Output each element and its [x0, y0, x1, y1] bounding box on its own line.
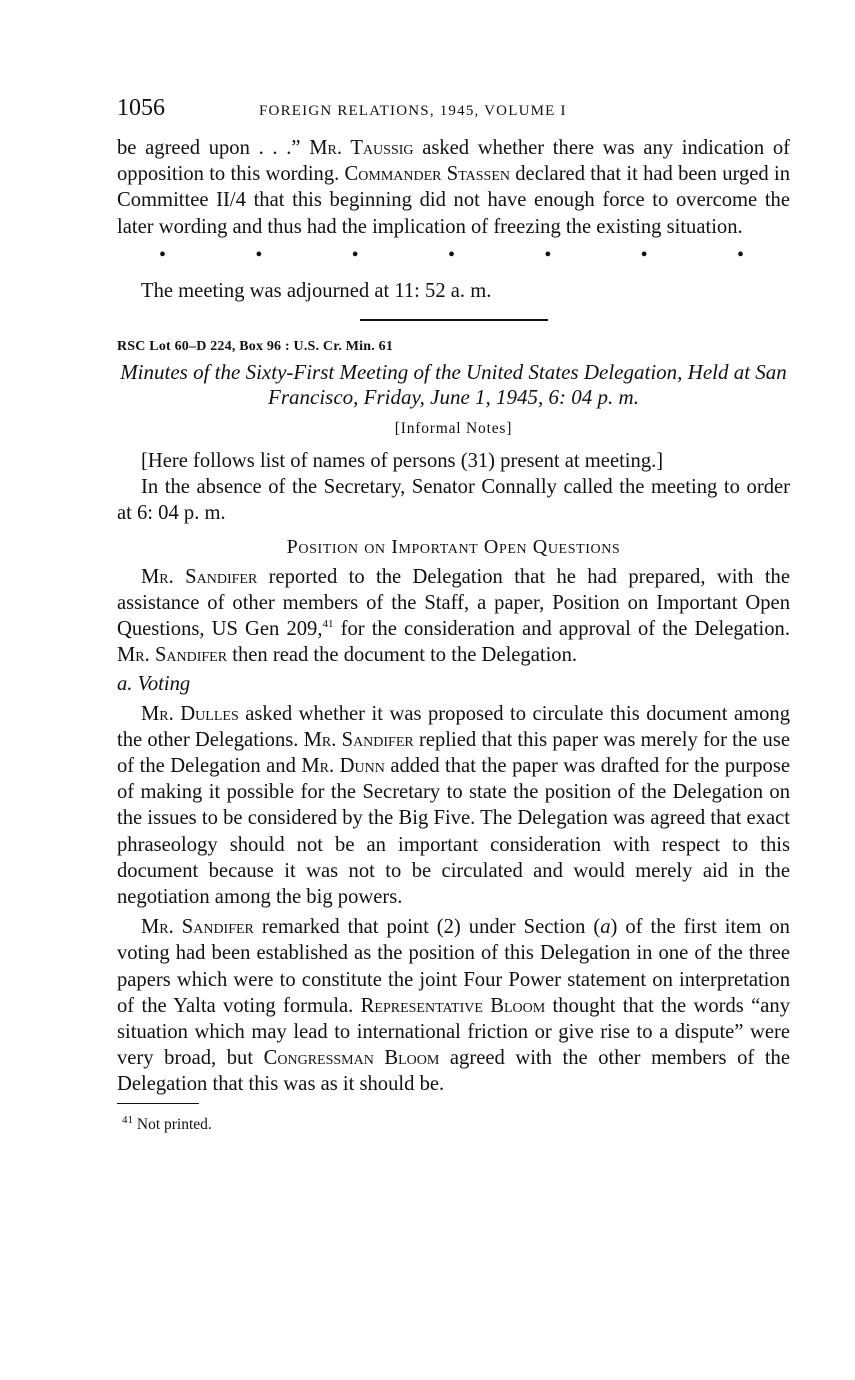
document-title: Minutes of the Sixty-First Meeting of the United States Delegation, Held at San Francisco, Friday, June 1, 1945, 6: 04 p. m. [120, 360, 787, 410]
opening-paragraph: In the absence of the Secretary, Senator Connally called the meeting to order at 6: 04 p. m. [117, 476, 790, 525]
footnote-divider [117, 1103, 199, 1104]
text-run: ) of the first item on voting had been established as the position of this Delegation in one of the three papers which were to constitute the joint Four Power statement on interpretation of the Yalta voting formula. [117, 916, 790, 1017]
page-number: 1056 [117, 95, 165, 121]
speaker-name: Commander Stassen [344, 163, 510, 186]
section-heading: Position on Important Open Questions [286, 535, 621, 558]
document-page [117, 95, 790, 1134]
footnote-reference: 41 [322, 618, 334, 631]
text-run: replied that this paper was merely for the use of the Delegation and [117, 728, 790, 778]
text-run: for the consideration and approval of the Delegation. [333, 618, 790, 641]
text-run: thought that the words “any situation which may lead to international friction or give rise to a dispute” were very broad, but [117, 994, 790, 1070]
text-run: be agreed upon . . .” [117, 137, 310, 159]
speaker-name: Mr. Sandifer [141, 565, 258, 588]
informal-notes-label: [Informal Notes] [394, 420, 513, 438]
text-run: agreed with the other members of the Delegation that this was as it should be. [117, 1047, 790, 1096]
dot: • [159, 243, 167, 266]
text-run: asked whether it was proposed to circulate this document among the other Delegations. [117, 702, 790, 751]
footnote-marker: 41 [122, 1113, 133, 1126]
text-run: remarked that point (2) under Section ( [253, 916, 601, 939]
paragraph-voting-point [117, 914, 790, 1097]
dot: • [351, 243, 359, 266]
section-letter: a [600, 916, 611, 939]
speaker-name: Mr. Sandifer [117, 644, 228, 667]
text-run: asked whether there was any indication of opposition to this wording. [117, 137, 791, 186]
adjournment-line: The meeting was adjourned at 11: 52 a. m. [141, 279, 492, 302]
speaker-name: Mr. Sandifer [141, 916, 254, 939]
footnote-text: Not printed. [133, 1115, 212, 1133]
editorial-note: [Here follows list of names of persons (31) present at meeting.] [141, 450, 664, 473]
dot: • [544, 243, 552, 266]
paragraph-dulles [117, 701, 790, 911]
speaker-name: Mr. Taussig [309, 137, 414, 159]
footnote [117, 1113, 790, 1134]
speaker-name: Representative Bloom [360, 994, 546, 1017]
dot: • [255, 243, 263, 266]
speaker-name: Congressman Bloom [263, 1047, 440, 1070]
text-run: then read the document to the Delegation. [227, 644, 578, 667]
text-run: reported to the Delegation that he had prepared, with the assistance of other members of the Staff, a paper, Position on Important Open Questions, US Gen 209, [117, 565, 790, 641]
running-title: FOREIGN RELATIONS, 1945, VOLUME I [259, 103, 567, 119]
speaker-name: Mr. Dulles [141, 702, 239, 725]
continued-paragraph [117, 135, 790, 240]
paragraph-sandifer-report [117, 564, 790, 669]
dot: • [447, 243, 455, 266]
text-run: added that the paper was drafted for the purpose of making it possible for the Secretary to state the position of the Delegation on the issues to be considered by the Big Five. The Delegation was agreed that exact phraseology should not be an important consideration with respect to this document because it was not to be circulated and would merely aid in the negotiation among the big powers. [117, 755, 790, 909]
text-run: declared that it had been urged in Committee II/4 that this beginning did not have enough force to overcome the later wording and thus had the implication of freezing the existing situation. [117, 163, 790, 238]
dot: • [736, 243, 744, 266]
subsection-heading: a. Voting [117, 673, 191, 696]
section-divider [360, 319, 548, 321]
speaker-name: Mr. Dunn [301, 755, 385, 778]
source-citation: RSC Lot 60–D 224, Box 96 : U.S. Cr. Min. 61 [117, 339, 394, 355]
omission-dots [117, 240, 790, 272]
dot: • [640, 243, 648, 266]
running-head [117, 95, 790, 135]
speaker-name: Mr. Sandifer [303, 728, 414, 751]
